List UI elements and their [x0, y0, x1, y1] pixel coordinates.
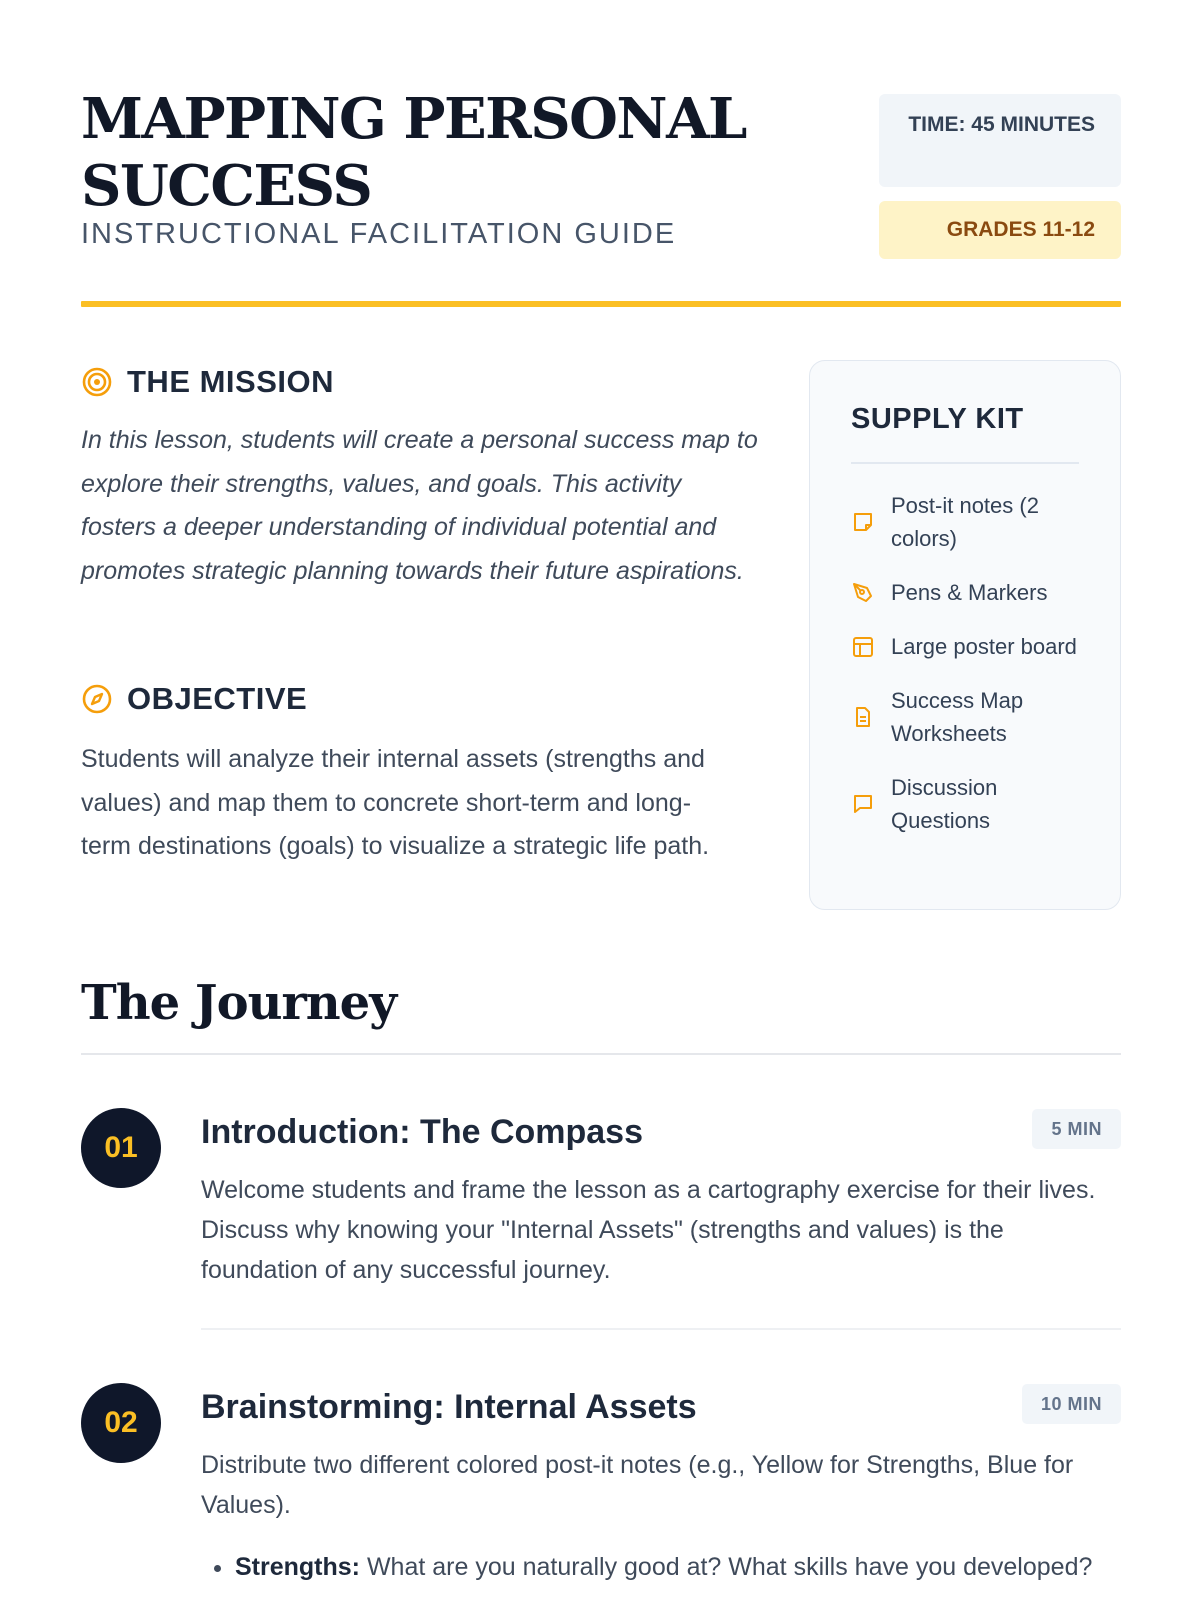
step-bullet-list [201, 1547, 1155, 1587]
compass-icon [81, 683, 113, 715]
step-title: Introduction: The Compass [201, 1113, 643, 1151]
supply-item-label: Post-it notes (2 colors) [891, 493, 1039, 551]
objective-heading-label: OBJECTIVE [127, 681, 308, 716]
step-duration-badge: 5 MIN [1032, 1109, 1121, 1149]
supply-item [851, 576, 1091, 609]
step-title: Brainstorming: Internal Assets [201, 1388, 697, 1426]
pen-icon [851, 581, 875, 605]
supply-kit-card [809, 360, 1121, 910]
step-bullet-text: What are you naturally good at? What skills have you developed? [366, 1553, 1093, 1581]
step-bullet-label: Strengths: [235, 1553, 360, 1581]
header [81, 86, 1121, 250]
supply-item-label: Large poster board [891, 634, 1077, 659]
supply-item [851, 489, 1091, 555]
worksheet-icon [851, 705, 875, 729]
step-description: Distribute two different colored post-it notes (e.g., Yellow for Strengths, Blue for Values). [201, 1451, 1074, 1519]
step-divider [201, 1328, 1121, 1330]
board-icon [851, 635, 875, 659]
step-number-badge: 01 [81, 1108, 161, 1188]
supply-item [851, 684, 1091, 750]
step-bullet [235, 1547, 1155, 1587]
time-badge: TIME: 45 MINUTES [879, 94, 1121, 187]
journey-heading: The Journey [81, 975, 397, 1031]
mission-heading [81, 364, 334, 400]
mission-heading-label: THE MISSION [127, 364, 335, 399]
step-duration-badge: 10 MIN [1022, 1384, 1121, 1424]
sticky-note-icon [851, 510, 875, 534]
header-divider [81, 301, 1121, 307]
supply-item [851, 630, 1091, 663]
objective-text: Students will analyze their internal assets (strengths and values) and map them to concrete short-term and long-term destinations (goals) to visualize a strategic life path. [81, 745, 710, 860]
supply-item [851, 771, 1091, 837]
step-number-badge: 02 [81, 1383, 161, 1463]
supply-kit-divider [851, 462, 1079, 464]
step-description: Welcome students and frame the lesson as a cartography exercise for their lives. Discuss why knowing your "Internal Assets" (strengths and values) is the foundation of any successful journey. [201, 1176, 1096, 1284]
supply-item-label: Pens & Markers [891, 580, 1048, 605]
mission-text: In this lesson, students will create a personal success map to explore their strengths, values, and goals. This activity fosters a deeper understanding of individual potential and promotes strategic planning towards their future aspirations. [81, 426, 758, 585]
supply-kit-list [851, 489, 1091, 858]
chat-icon [851, 792, 875, 816]
supply-item-label: Success Map Worksheets [891, 688, 1024, 746]
page-subtitle: INSTRUCTIONAL FACILITATION GUIDE [81, 218, 677, 250]
target-icon [81, 366, 113, 398]
grade-badge: GRADES 11-12 [879, 201, 1121, 259]
supply-kit-title: SUPPLY KIT [851, 403, 1024, 435]
journey-divider [81, 1053, 1121, 1055]
supply-item-label: Discussion Questions [891, 775, 998, 833]
page-title: MAPPING PERSONAL SUCCESS [81, 86, 746, 219]
objective-heading [81, 681, 307, 717]
